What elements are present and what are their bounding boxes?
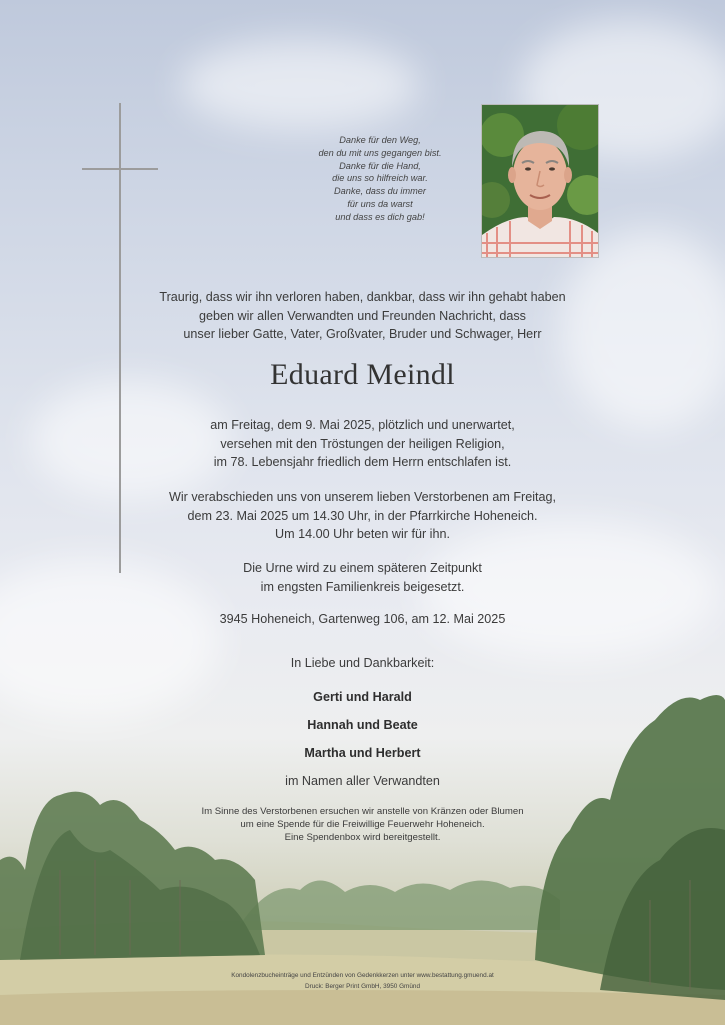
intro-text: [0, 288, 725, 344]
portrait-image: [482, 105, 598, 257]
poem-line: und dass es dich gab!: [335, 211, 425, 222]
deceased-name: Eduard Meindl: [270, 358, 455, 391]
poem: [300, 134, 460, 224]
footer-line: Druck: Berger Print GmbH, 3950 Gmünd: [304, 983, 421, 990]
mourner-name: Hannah und Beate: [307, 718, 418, 732]
love-text: In Liebe und Dankbarkeit:: [290, 656, 435, 670]
death-notice: [0, 416, 725, 472]
donation-line: Eine Spendenbox wird bereitgestellt.: [284, 832, 441, 843]
urn-line: im engsten Familienkreis beigesetzt.: [260, 579, 465, 594]
mourner-name: Gerti und Harald: [313, 690, 412, 704]
mourner-3: [0, 744, 725, 763]
farewell-line: Um 14.00 Uhr beten wir für ihn.: [275, 527, 450, 542]
urn-line: Die Urne wird zu einem späteren Zeitpunkt: [243, 561, 482, 575]
death-line: im 78. Lebensjahr friedlich dem Herrn entschlafen ist.: [213, 455, 512, 470]
donation-line: um eine Spende für die Freiwillige Feuerwehr Hoheneich.: [240, 819, 485, 830]
footer: [0, 970, 725, 992]
poem-line: Danke für die Hand,: [339, 160, 421, 171]
intro-line: unser lieber Gatte, Vater, Großvater, Bruder und Schwager, Herr: [183, 327, 542, 342]
intro-line: geben wir allen Verwandten und Freunden Nachricht, dass: [199, 308, 526, 323]
love-line: [0, 654, 725, 673]
urn-notice: [0, 559, 725, 596]
poem-line: die uns so hilfreich war.: [332, 173, 428, 184]
donation-notice: [0, 805, 725, 844]
mourner-name: Martha und Herbert: [304, 746, 421, 760]
death-line: am Freitag, dem 9. Mai 2025, plötzlich und unerwartet,: [210, 418, 515, 432]
farewell-line: dem 23. Mai 2025 um 14.30 Uhr, in der Pfarrkirche Hoheneich.: [187, 508, 538, 523]
cross-horizontal: [82, 168, 158, 170]
mourner-2: [0, 716, 725, 735]
intro-line: Traurig, dass wir ihn verloren haben, dankbar, dass wir ihn gehabt haben: [159, 290, 566, 304]
poem-line: Danke, dass du immer: [334, 186, 426, 197]
place-date-line: 3945 Hoheneich, Gartenweg 106, am 12. Mai 2025: [219, 612, 506, 626]
farewell-notice: [0, 488, 725, 544]
mourner-1: [0, 688, 725, 707]
poem-line: Danke für den Weg,: [339, 135, 421, 145]
farewell-line: Wir verabschieden uns von unserem lieben Verstorbenen am Freitag,: [168, 490, 557, 504]
poem-line: für uns da warst: [347, 198, 413, 209]
place-date: [0, 610, 725, 629]
death-line: versehen mit den Tröstungen der heiligen Religion,: [220, 436, 505, 451]
footer-line: Kondolenzbucheinträge und Entzünden von Gedenkkerzen unter www.bestattung.gmuend.at: [231, 972, 494, 979]
portrait-photo: [481, 104, 599, 258]
donation-line: Im Sinne des Verstorbenen ersuchen wir anstelle von Kränzen oder Blumen: [201, 806, 524, 817]
poem-line: den du mit uns gegangen bist.: [318, 147, 442, 158]
relatives-text: im Namen aller Verwandten: [285, 774, 440, 788]
relatives-line: [0, 772, 725, 791]
